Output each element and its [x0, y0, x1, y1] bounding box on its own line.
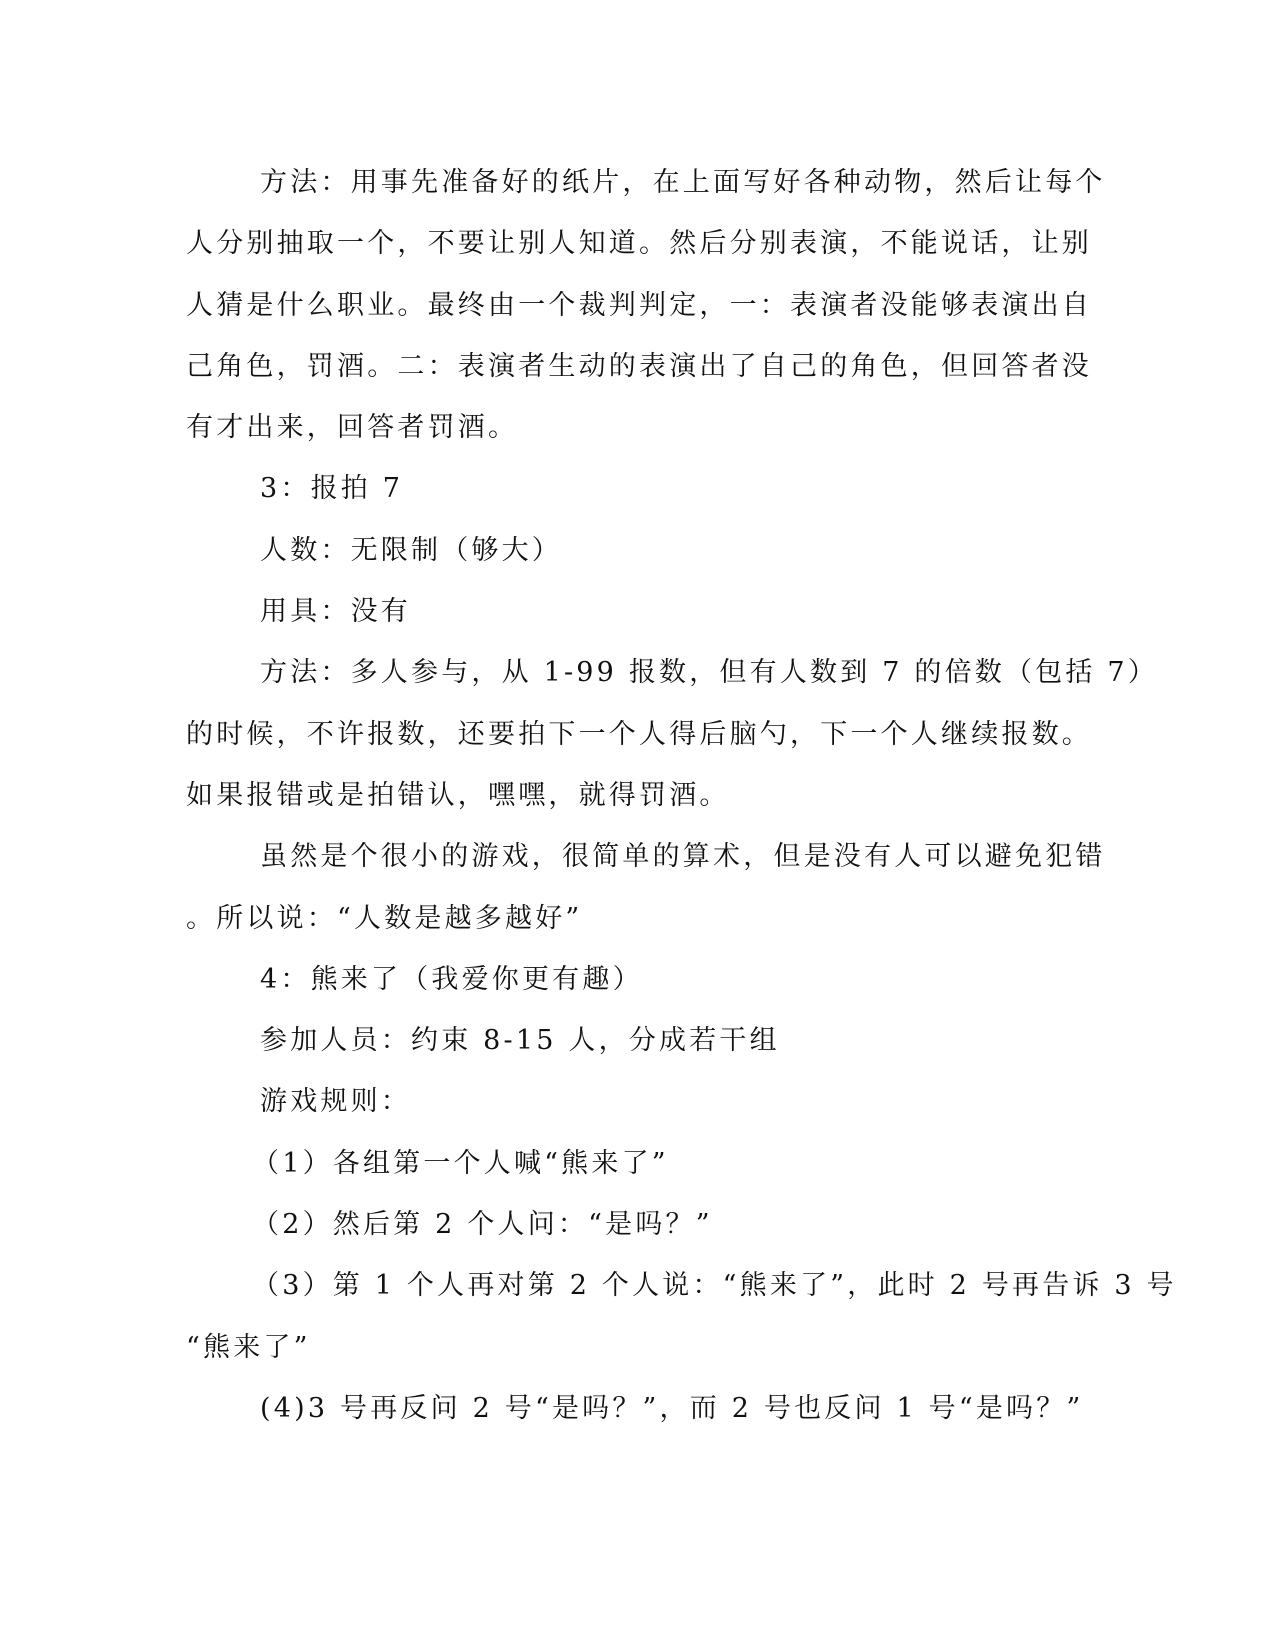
list-item: （1）各组第一个人喊“熊来了” [252, 1147, 669, 1179]
paragraph-line: 。所以说：“人数是越多越好” [186, 902, 583, 934]
paragraph-line: 人猜是什么职业。最终由一个裁判判定，一：表演者没能够表演出自 [186, 289, 1092, 321]
paragraph-line: 虽然是个很小的游戏，很简单的算术，但是没有人可以避免犯错 [260, 841, 1106, 873]
paragraph-line: 用具：没有 [260, 596, 411, 628]
paragraph-line: “熊来了” [186, 1331, 311, 1363]
paragraph-line: 游戏规则： [260, 1086, 411, 1118]
list-item: (4)3 号再反问 2 号“是吗？”，而 2 号也反问 1 号“是吗？” [260, 1392, 1084, 1424]
paragraph-line: 的时候，不许报数，还要拍下一个人得后脑勺，下一个人继续报数。 [186, 718, 1092, 750]
paragraph-line: 如果报错或是拍错认，嘿嘿，就得罚酒。 [186, 779, 730, 811]
paragraph-line: 己角色，罚酒。二：表演者生动的表演出了自己的角色，但回答者没 [186, 350, 1092, 382]
paragraph-line: 参加人员：约束 8-15 人，分成若干组 [260, 1025, 780, 1057]
paragraph-line: 人分别抽取一个，不要让别人知道。然后分别表演，不能说话，让别 [186, 228, 1092, 260]
list-item: （2）然后第 2 个人问：“是吗？” [252, 1209, 713, 1241]
paragraph-line: 有才出来，回答者罚酒。 [186, 412, 519, 444]
paragraph-line: 人数：无限制（够大） [260, 534, 562, 566]
section-heading: 3：报拍 7 [260, 473, 404, 505]
paragraph-line: 方法：多人参与，从 1-99 报数，但有人数到 7 的倍数（包括 7） [260, 657, 1158, 689]
list-item: （3）第 1 个人再对第 2 个人说：“熊来了”，此时 2 号再告诉 3 号 [252, 1270, 1177, 1302]
paragraph-line: 方法：用事先准备好的纸片，在上面写好各种动物，然后让每个 [260, 167, 1106, 198]
section-heading: 4：熊来了（我爱你更有趣） [260, 963, 643, 995]
document-body [186, 163, 1177, 1450]
